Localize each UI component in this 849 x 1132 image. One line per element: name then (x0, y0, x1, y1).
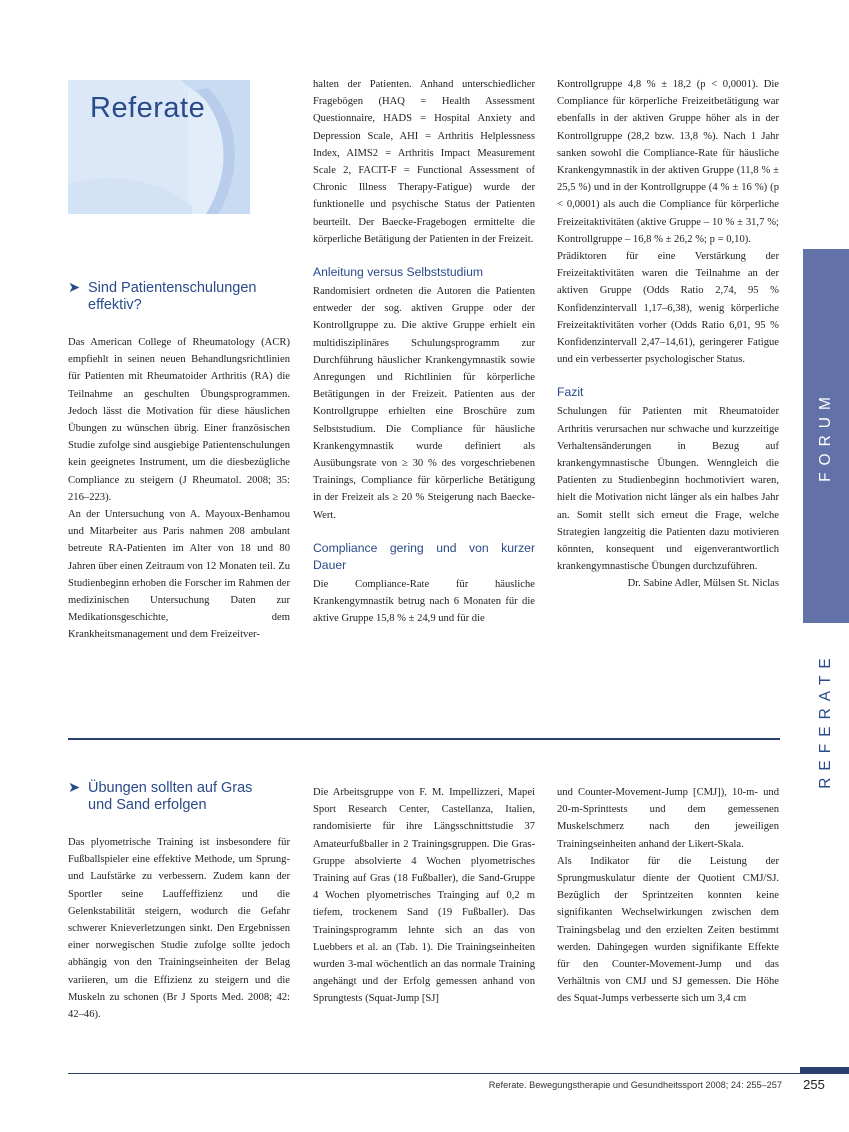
article1-paragraph: Kontrollgruppe 4,8 % ± 18,2 (p < 0,0001). Die Compliance für körperliche Freizeitbetätigung war ebenfalls in der aktiven Gruppe höher als in der Kontrollgruppe (28,2 bzw. 13,8 %). Nach 1 Jahr sanken sowohl die Compliance-Rate für häusliche Krankengymnastik in der aktiven Gruppe (11,8 % ± 25,5 %) und in der Kontrollgruppe (4 % ± 16 %) (p < 0,0001) als auch die Compliance für körperliche Freizeitaktivitäten (aktive Gruppe – 10 % ± 31,7 %; Kontrollgruppe – 16,8 % ± 26,2 %; p = 0,10). (557, 79, 779, 245)
article1-column3 (557, 76, 779, 593)
article1-paragraph: Die Compliance-Rate für häusliche Krankengymnastik betrug nach 6 Monaten für die aktive Gruppe 15,8 % ± 24,9 und für die (313, 578, 535, 625)
arrow-bullet-icon: ➤ (68, 780, 81, 796)
article1-heading (68, 280, 290, 314)
article2-column2 (313, 784, 535, 1008)
footer-rule (68, 1073, 800, 1074)
article1-paragraph: Das American College of Rheumatology (ACR) empfiehlt in seinen neuen Behandlungsrichtlinien für Patienten mit Rheumatoider Arthritis (RA) die Teilnahme an geschulten Übungsprogrammen. Jedoch lässt die Motivation für diese häuslichen Übungen zu wünschen übrig. Einer französischen Studie zufolge sind ausgiebige Patientenschulungen kein geeignetes Instrument, um die diesbezügliche Compliance zu steigern (J Rheumatol. 2008; 35: 216–223). (68, 337, 290, 503)
article2-column3 (557, 784, 779, 1008)
article2-paragraph: und Counter-Movement-Jump [CMJ]), 10-m- und 20-m-Sprinttests und dem gemessenen Muskelschmerz nach den jeweiligen Trainingseinheiten anhand der Likert-Skala. (557, 787, 779, 850)
referate-side-tab (803, 650, 849, 790)
article1-paragraph: halten der Patienten. Anhand unterschiedlicher Fragebögen (HAQ = Health Assessment Questionnaire, HADS = Hospital Anxiety and Depression Scale, AHI = Arthritis Helplessness Index, AIMS2 = Arthritis Impact Measurement Scale 2, FACIT-F = Functional Assessment of Chronic Illness Therapy-Fatigue) wurde der funktionelle und psychische Status der Patienten beurteilt. Der Baecke-Fragebogen ermittelte die körperliche Betätigung der Patienten in der Freizeit. (313, 79, 535, 245)
article1-paragraph: Randomisiert ordneten die Autoren die Patienten entweder der sog. aktiven Gruppe oder der Kontrollgruppe zu. Die aktive Gruppe erhielt ein multidisziplinäres Schulungsprogramm zur Durchführung häuslicher Krankengymnastik sowie Anregungen und Richtlinien für körperliche Betätigungen in der Freizeit. Patienten aus der Kontrollgruppe erhielten eine Broschüre zum Selbststudium. Die Compliance für häusliche Krankengymnastik wurde definiert als Ausübungsrate von ≥ 30 % des vorgeschriebenen Trainings, Compliance für körperliche Betätigung in der Freizeit als ≥ 20 % Steigerung nach Baecke-Wert. (313, 286, 535, 521)
article1-heading-line1: Sind Patientenschulungen (88, 280, 257, 296)
article2-paragraph: Als Indikator für die Leistung der Sprungmuskulatur diente der Quotient CMJ/SJ. Bezüglich der Sprintzeiten konnten keine signifikanten Wechselwirkungen zwischen dem Trainingsbelag und den erzielten Zeiten bestimmt werden. Dahingegen wurden signifikante Effekte für den Counter-Movement-Jump und das Verhältnis von CMJ und SJ gemessen. Die Höhe des Squat-Jumps verbesserte sich um 3,4 cm (557, 855, 779, 1005)
article2-paragraph: Das plyometrische Training ist insbesondere für Fußballspieler eine effektive Methode, um Sprung- und Laufstärke zu verbessern. Zudem kann der Sportler seine Lauffeffizienz und die Gelenkstabilität steigern, wodurch die Gefahr schwerer Knieverletzungen sinkt. Den Ergebnissen einer norwegischen Studie zufolge sollte jedoch abhängig von den Trainingseinheiten der Belag variieren, um die Effizienz zu steigern und die Muskeln zu schonen (Br J Sports Med. 2008; 42: 42–46). (68, 837, 290, 1021)
article1-column2 (313, 76, 535, 627)
article1-subheading-compliance: Compliance gering und von kurzer Dauer (313, 540, 535, 572)
article1-heading-line2: effektiv? (88, 297, 142, 313)
article1-column1 (68, 280, 290, 644)
article-divider (68, 738, 780, 740)
article1-author-signature: Dr. Sabine Adler, Mülsen St. Niclas (627, 578, 779, 590)
article1-paragraph: An der Untersuchung von A. Mayoux-Benhamou und Mitarbeiter aus Paris nahmen 208 ambulant betreute RA-Patienten im Alter von 18 und 80 Jahren über einen Zeitraum von 12 Monaten teil. Zu Studienbeginn erhoben die Forscher im Rahmen der medizinischen Untersuchung Daten zur Medikationsgeschichte, dem Krankheitsmanagement und dem Freizeitver- (68, 509, 290, 641)
article2-heading-line1: Übungen sollten auf Gras (88, 780, 253, 796)
article2-paragraph: Die Arbeitsgruppe von F. M. Impellizzeri, Mapei Sport Research Center, Castellanza, Italien, randomisierte für ihre Längsschnittstudie 37 Amateurfußballer in 2 Trainingsgruppen. Die Gras-Gruppe absolvierte 4 Wochen plyometrisches Training auf Gras (18 Fußballer), die Sand-Gruppe 4 Wochen plyometrisches Trainging auf 0,2 m tiefem, trockenem Sand (19 Fußballer). Das Trainingsprogramm lehnte sich an das von Luebbers et al. an (Tab. 1). Die Trainingseinheiten wurden 3-mal wöchentlich an das normale Training angehängt und der Erfolg gemessen anhand von Sprungtests (Squat-Jump [SJ] (313, 787, 535, 1005)
referate-side-label: REFERATE (817, 651, 834, 789)
page-number-tab (800, 1067, 849, 1074)
article1-paragraph: Prädiktoren für eine Verstärkung der Freizeitaktivitäten waren die Teilnahme an der aktiven Gruppe (Odds Ratio 2,74, 95 % Konfidenzintervall 1,17–6,38), wenig körperliche Freizeitaktivitäten vorher (Odds Ratio 6,01, 95 % Konfidenzintervall 2,47–14,61), geringerer Fatigue und ein verbesserter psychologischer Status. (557, 251, 779, 366)
forum-side-tab (803, 249, 849, 623)
article1-paragraph: Schulungen für Patienten mit Rheumatoider Arthritis verursachen nur schwache und kurzzeitige Verhaltensänderungen in Bezug auf krankengymnastische Übungen. Wenngleich die Patienten zu Studienbeginn hochmotiviert waren, hielt die Motivation nicht länger als ein halbes Jahr an. Somit stellt sich erneut die Frage, welche Strategien langzeitig die Patienten dazu motivieren könnten, konsequent und eigenverantwortlich krankengymnastische Übungen durchzuführen. (557, 406, 779, 573)
referate-logo (68, 80, 250, 214)
logo-title: Referate (90, 92, 206, 124)
article1-subheading-fazit: Fazit (557, 385, 584, 400)
forum-side-label: FORUM (817, 390, 834, 482)
article1-subheading-anleitung: Anleitung versus Selbststudium (313, 265, 484, 280)
article2-heading (68, 780, 290, 814)
page-number: 255 (803, 1077, 825, 1092)
footer-citation: Referate. Bewegungstherapie und Gesundheitssport 2008; 24: 255–257 (488, 1080, 782, 1090)
article2-heading-line2: und Sand erfolgen (88, 797, 207, 813)
arrow-bullet-icon: ➤ (68, 280, 81, 296)
article2-column1 (68, 780, 290, 1023)
